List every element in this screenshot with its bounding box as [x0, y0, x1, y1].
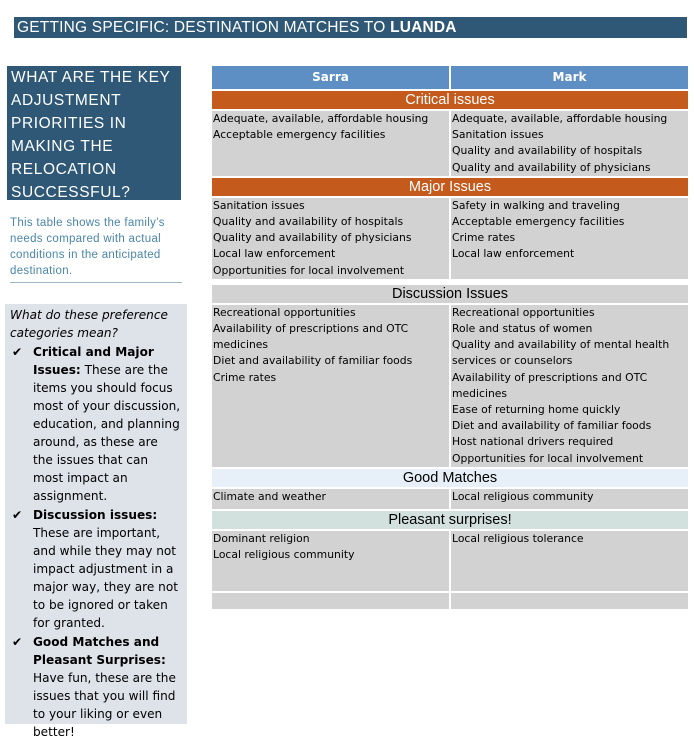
table-row — [212, 111, 688, 176]
list-item: Local religious community — [452, 489, 594, 503]
legend-item — [10, 633, 181, 741]
table-row — [212, 305, 688, 467]
checkmark-icon: ✔ — [12, 508, 23, 522]
legend-item-term: Critical and Major Issues: — [33, 345, 154, 377]
list-item: Safety in walking and traveling — [452, 198, 620, 212]
table-cell-sarra — [212, 111, 449, 176]
list-item: Quality and availability of physicians — [213, 231, 412, 245]
empty-row — [212, 593, 688, 609]
list-item: Acceptable emergency facilities — [452, 215, 625, 229]
list-item: Local law enforcement — [213, 247, 336, 261]
table-row — [212, 198, 688, 279]
table-cell-mark — [451, 198, 688, 279]
list-item: Quality and availability of mental health services or counselors — [452, 338, 670, 368]
category-header: Pleasant surprises! — [212, 511, 688, 529]
table-row — [212, 531, 688, 591]
list-item: Local religious community — [213, 548, 355, 562]
legend-item — [10, 506, 181, 632]
list-item: Local law enforcement — [452, 247, 575, 261]
list-item: Availability of prescriptions and OTC medicines — [452, 370, 648, 400]
table-cell-sarra — [212, 489, 449, 509]
table-cell-sarra — [212, 305, 449, 467]
list-item: Quality and availability of hospitals — [213, 215, 404, 229]
category-header: Good Matches — [212, 469, 688, 487]
category-header: Discussion Issues — [212, 285, 688, 303]
table-cell-mark — [451, 111, 688, 176]
legend-question: What do these preference categories mean? — [10, 308, 168, 340]
legend-item-description: These are the items you should focus most of your discussion, education, and planning around, as these are the issues that can most impact an assignment. — [33, 363, 181, 503]
list-item: Host national drivers required — [452, 435, 614, 449]
priorities-heading: WHAT ARE THE KEY ADJUSTMENT PRIORITIES IN MAKING THE RELOCATION SUCCESSFUL? — [7, 66, 181, 200]
destination-name: LUANDA — [390, 19, 457, 36]
empty-cell — [451, 593, 688, 609]
list-item: Opportunities for local involvement — [452, 451, 644, 465]
list-item: Recreational opportunities — [213, 305, 356, 319]
list-item: Opportunities for local involvement — [213, 263, 405, 277]
category-legend — [5, 304, 187, 739]
checkmark-icon: ✔ — [12, 635, 23, 649]
list-item: Sanitation issues — [213, 198, 305, 212]
list-item: Crime rates — [213, 370, 277, 384]
list-item: Sanitation issues — [452, 128, 544, 142]
list-item: Local religious tolerance — [452, 531, 584, 545]
comparison-table — [212, 66, 688, 609]
table-cell-mark — [451, 531, 688, 591]
legend-item-description: These are important, and while they may not impact adjustment in a major way, they are not to be ignored or taken for granted. — [33, 526, 178, 630]
legend-item-description: Have fun, these are the issues that you will find to your liking or even better! — [33, 671, 176, 739]
list-item: Quality and availability of physicians — [452, 160, 651, 174]
list-item: Adequate, available, affordable housing — [213, 112, 429, 125]
page-title: GETTING SPECIFIC: DESTINATION MATCHES TO LUANDA — [14, 17, 687, 38]
table-cell-sarra — [212, 198, 449, 279]
list-item: Adequate, available, affordable housing — [452, 112, 668, 125]
table-cell-mark — [451, 489, 688, 509]
table-row — [212, 489, 688, 509]
empty-cell — [212, 593, 449, 609]
legend-item — [10, 343, 181, 505]
list-item: Dominant religion — [213, 531, 310, 545]
list-item: Ease of returning home quickly — [452, 403, 621, 417]
list-item: Recreational opportunities — [452, 305, 595, 319]
table-header — [212, 66, 688, 89]
list-item: Climate and weather — [213, 489, 326, 503]
legend-item-term: Good Matches and Pleasant Surprises: — [33, 635, 166, 667]
checkmark-icon: ✔ — [12, 345, 23, 359]
list-item: Role and status of women — [452, 322, 593, 336]
list-item: Quality and availability of hospitals — [452, 144, 643, 158]
list-item: Acceptable emergency facilities — [213, 128, 386, 142]
table-cell-sarra — [212, 531, 449, 591]
list-item: Availability of prescriptions and OTC medicines — [213, 322, 409, 352]
list-item: Diet and availability of familiar foods — [452, 419, 652, 433]
list-item: Crime rates — [452, 231, 516, 245]
column-header-sarra: Sarra — [212, 66, 449, 89]
list-item: Diet and availability of familiar foods — [213, 354, 413, 368]
legend-item-term: Discussion issues: — [33, 508, 158, 522]
column-header-mark: Mark — [451, 66, 688, 89]
category-header: Major Issues — [212, 178, 688, 196]
category-header: Critical issues — [212, 91, 688, 109]
table-cell-mark — [451, 305, 688, 467]
intro-text: This table shows the family’s needs compared with actual conditions in the anticipated destination. — [10, 215, 182, 283]
